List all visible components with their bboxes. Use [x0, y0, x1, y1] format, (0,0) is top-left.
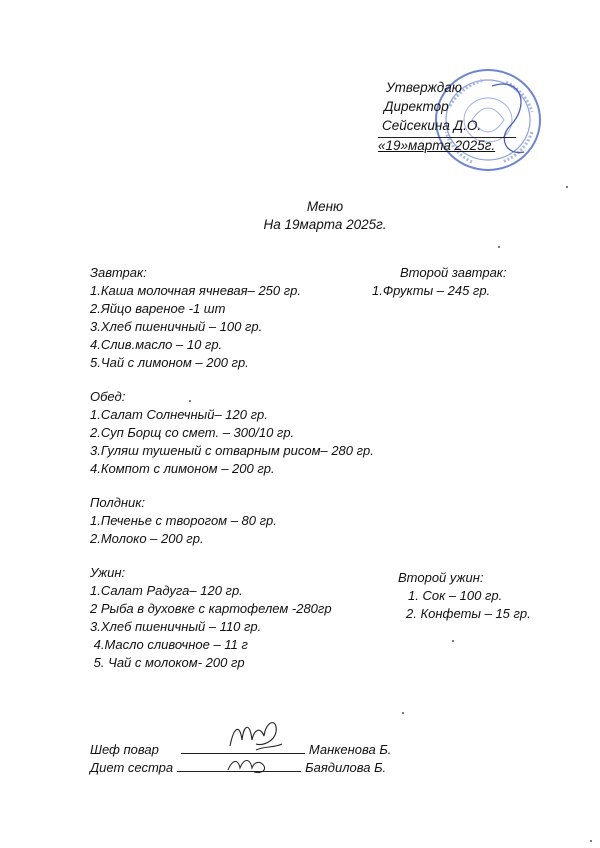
scan-speck — [566, 186, 568, 188]
lunch-item: 4.Компот с лимоном – 200 гр. — [90, 461, 275, 476]
scan-speck — [402, 712, 404, 714]
dinner-item: 1.Салат Радуга– 120 гр. — [90, 583, 243, 598]
breakfast-item: 1.Каша молочная ячневая– 250 гр. — [90, 283, 301, 298]
second-dinner-item: 1. Сок – 100 гр. — [408, 588, 503, 603]
dinner-item: 2 Рыба в духовке с картофелем -280гр — [90, 601, 332, 616]
lunch-section — [90, 388, 374, 478]
dinner-heading: Ужин: — [90, 565, 126, 580]
signature-name: Баядилова Б. — [305, 760, 387, 775]
approval-line3: Сейсекина Д.О. — [382, 118, 482, 133]
approval-line1: Утверждаю — [386, 80, 462, 95]
scan-speck — [590, 840, 592, 842]
dinner-item: 4.Масло сливочное – 11 г — [90, 637, 248, 652]
scan-speck — [452, 640, 454, 642]
second-breakfast-item: 1.Фрукты – 245 гр. — [372, 283, 491, 298]
scan-speck — [189, 400, 191, 402]
signature-name: Манкенова Б. — [308, 742, 392, 757]
second-dinner-section — [398, 569, 531, 623]
second-dinner-heading: Второй ужин: — [398, 570, 484, 585]
snack-section — [90, 494, 277, 548]
lunch-item: 3.Гуляш тушеный с отварным рисом– 280 гр. — [90, 443, 374, 458]
breakfast-heading: Завтрак: — [90, 265, 147, 280]
lunch-heading: Обед: — [90, 389, 126, 404]
second-breakfast-heading: Второй завтрак: — [400, 265, 507, 280]
signature-role: Шеф повар — [90, 742, 159, 757]
breakfast-section — [90, 264, 301, 372]
approval-date: «19»марта 2025г. — [378, 138, 496, 153]
breakfast-item: 3.Хлеб пшеничный – 100 гр. — [90, 319, 263, 334]
scan-speck — [498, 246, 500, 248]
breakfast-item: 4.Слив.масло – 10 гр. — [90, 337, 223, 352]
chef-handwritten-signature — [226, 716, 286, 756]
breakfast-item: 5.Чай с лимоном – 200 гр. — [90, 355, 249, 370]
second-breakfast-section — [372, 264, 507, 300]
snack-item: 2.Молоко – 200 гр. — [90, 531, 204, 546]
lunch-item: 1.Салат Солнечный– 120 гр. — [90, 407, 268, 422]
approval-block — [378, 78, 516, 155]
lunch-item: 2.Суп Борщ со смет. – 300/10 гр. — [90, 425, 295, 440]
second-dinner-item: 2. Конфеты – 15 гр. — [406, 606, 531, 621]
approval-line2: Директор — [384, 99, 449, 114]
menu-title-line1: Меню — [306, 199, 344, 214]
dinner-item: 5. Чай с молоком- 200 гр — [90, 655, 245, 670]
breakfast-item: 2.Яйцо вареное -1 шт — [90, 301, 226, 316]
dinner-section — [90, 564, 332, 672]
menu-title — [0, 198, 600, 234]
signature-role: Диет сестра — [90, 760, 174, 775]
dinner-item: 3.Хлеб пшеничный – 110 гр. — [90, 619, 262, 634]
snack-item: 1.Печенье с творогом – 80 гр. — [90, 513, 277, 528]
snack-heading: Полдник: — [90, 495, 146, 510]
dietitian-handwritten-signature — [224, 754, 274, 778]
menu-date: На 19марта 2025г. — [263, 217, 387, 232]
